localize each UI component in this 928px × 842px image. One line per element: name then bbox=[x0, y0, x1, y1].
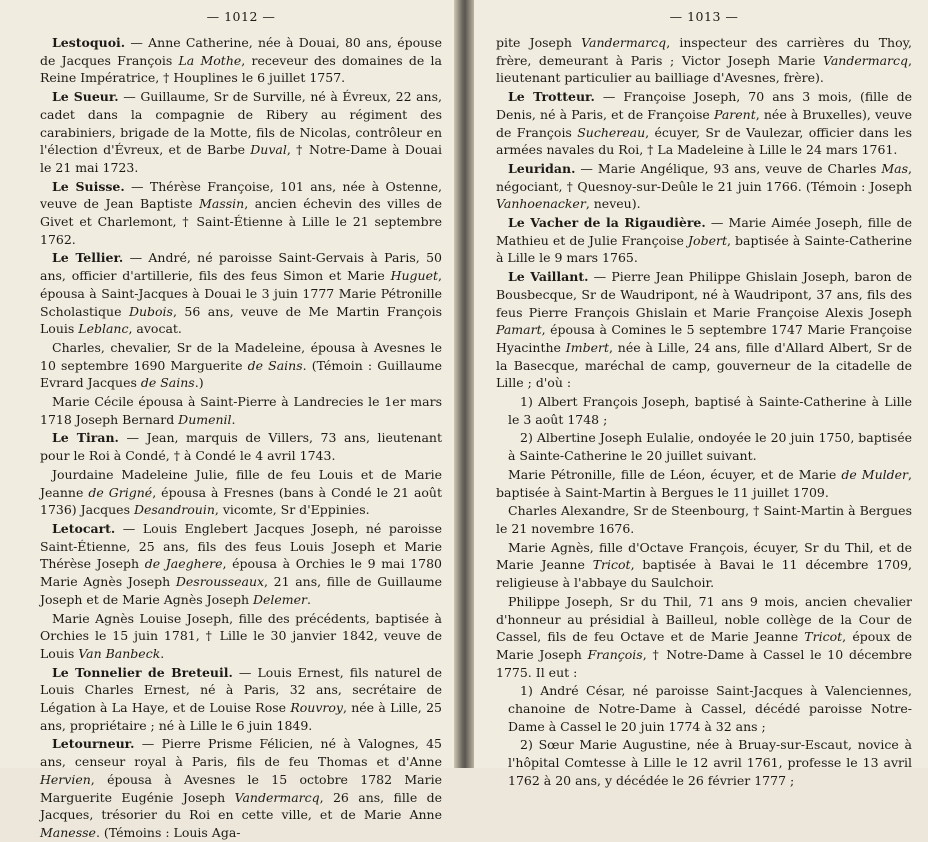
entry-paragraph bbox=[40, 429, 442, 464]
entry-paragraph bbox=[496, 268, 912, 392]
entry-text: , négociant, † Quesnoy-sur-Deûle le 21 juin 1766. (Témoin : Joseph bbox=[496, 160, 912, 194]
entry-surname: Le Tiran. bbox=[52, 430, 119, 446]
text-paragraph bbox=[40, 339, 442, 392]
entry-text: . bbox=[160, 645, 165, 661]
italic-surname: Jobert bbox=[688, 232, 727, 248]
entry-text: pite Joseph bbox=[496, 35, 582, 50]
italic-surname: Suchereau bbox=[577, 124, 646, 140]
entry-text: — Marie Aimée Joseph, fille de Mathieu et de Julie Françoise bbox=[496, 215, 912, 248]
entry-text: Marie Agnès, fille d'Octave François, écuyer, Sr du Thil, et de Marie Jeanne bbox=[496, 539, 912, 573]
entry-text: , épousa à Avesnes le 15 octobre 1782 Marie Marguerite Eugénie Joseph bbox=[40, 771, 442, 805]
entry-text: , neveu). bbox=[585, 196, 641, 212]
entry-text: , 56 ans, veuve de Me Martin François Louis bbox=[40, 303, 442, 337]
entry-text: .) bbox=[194, 375, 204, 391]
entry-text: — Jean, marquis de Villers, 73 ans, lieutenant pour le Roi à Condé, † à Condé le 4 avril 1743. bbox=[40, 430, 442, 464]
text-paragraph bbox=[496, 593, 912, 682]
text-paragraph bbox=[40, 466, 442, 519]
entry-text: . (Témoins : Louis Aga- bbox=[95, 824, 241, 840]
entry-text: , ancien échevin des villes de Givet et Charlemont, † Saint-Étienne à Lille le 21 septembre 1762. bbox=[40, 196, 443, 247]
text-paragraph bbox=[496, 682, 912, 735]
entry-text: . bbox=[231, 411, 236, 427]
entry-text: — Louis Ernest, fils naturel de Louis Charles Ernest, né à Paris, 32 ans, secrétaire de Légation à La Haye, et de Louise Rose bbox=[40, 664, 442, 716]
entry-paragraph bbox=[40, 735, 442, 841]
entry-text: , née à Lille, 24 ans, fille d'Allard Albert, Sr de la Basecque, maréchal de camp, gouverneur de la citadelle de Lille ; d'où : bbox=[496, 339, 912, 391]
entry-text: 2) Albertine Joseph Eulalie, ondoyée le 20 juin 1750, baptisée à Sainte-Catherine le 20 juillet suivant. bbox=[508, 430, 912, 464]
italic-surname: Parent bbox=[713, 106, 756, 122]
text-paragraph bbox=[40, 610, 442, 663]
entry-text: , épousa à Saint-Jacques à Douai le 3 juin 1777 Marie Pétronille Scholastique bbox=[40, 268, 442, 319]
entry-text: 1) Albert François Joseph, baptisé à Sainte-Catherine à Lille le 3 août 1748 ; bbox=[508, 394, 912, 427]
italic-surname: Delemer bbox=[252, 591, 308, 607]
entry-surname: Le Tonnelier de Breteuil. bbox=[52, 664, 233, 680]
italic-surname: de Grigné bbox=[88, 484, 153, 500]
entry-text: 1) André César, né paroisse Saint-Jacques à Valenciennes, chanoine de Notre-Dame à Cassel, décédé paroisse Notre-Dame à Cassel le 20 juin 1774 à 32 ans ; bbox=[508, 683, 912, 734]
italic-surname: Desandrouin bbox=[133, 502, 215, 518]
entry-text: , épousa à Orchies le 9 mai 1780 Marie Agnès Joseph bbox=[40, 556, 442, 590]
entry-text: , avocat. bbox=[128, 321, 182, 337]
entry-text: , receveur des domaines de la Reine Impératrice, † Houplines le 6 juillet 1757. bbox=[40, 52, 442, 86]
entry-text: Marie Cécile épousa à Saint-Pierre à Landrecies le 1er mars 1718 Joseph Bernard bbox=[40, 394, 442, 427]
italic-surname: Vandermarcq bbox=[581, 35, 667, 50]
entry-paragraph bbox=[40, 88, 442, 177]
italic-surname: Vandermarcq bbox=[822, 52, 909, 68]
entry-surname: Le Suisse. bbox=[52, 178, 125, 194]
entry-text: 2) Sœur Marie Augustine, née à Bruay-sur-Escaut, novice à l'hôpital Comtesse à Lille le 12 avril 1761, professe le 13 avril 1762 à 20 ans, y décédée le 26 février 1777 ; bbox=[508, 737, 912, 788]
entry-text: — Anne Catherine, née à Douai, 80 ans, épouse de Jacques François bbox=[40, 35, 442, 68]
entry-text: — Pierre Prisme Félicien, né à Valognes, 45 ans, censeur royal à Paris, fils de feu Thomas et d'Anne bbox=[40, 736, 442, 770]
italic-surname: de Sains bbox=[140, 375, 195, 391]
italic-surname: Hervien bbox=[40, 771, 91, 787]
entry-paragraph bbox=[40, 178, 442, 249]
entry-text: Jourdaine Madeleine Julie, fille de feu Louis et de Marie Jeanne bbox=[40, 466, 442, 500]
entry-surname: Letocart. bbox=[52, 520, 116, 536]
italic-surname: Massin bbox=[199, 196, 245, 212]
italic-surname: Huguet bbox=[390, 268, 439, 284]
entry-paragraph bbox=[40, 34, 442, 87]
left-page-body bbox=[40, 34, 442, 842]
left-page bbox=[0, 0, 454, 840]
entry-surname: Le Trotteur. bbox=[508, 89, 595, 105]
italic-surname: de Sains bbox=[247, 357, 303, 373]
entry-text: , baptisée à Bavai le 11 décembre 1709, religieuse à l'abbaye du Saulchoir. bbox=[496, 557, 913, 591]
entry-text: , née à Lille, 25 ans, propriétaire ; né à Lille le 6 juin 1849. bbox=[40, 700, 442, 733]
text-paragraph bbox=[496, 429, 912, 464]
entry-text: , épousa à Comines le 5 septembre 1747 Marie Françoise Hyacinthe bbox=[496, 322, 912, 355]
italic-surname: de Jaeghere bbox=[144, 556, 223, 572]
entry-text: Philippe Joseph, Sr du Thil, 71 ans 9 mois, ancien chevalier d'honneur au présidial à Bailleul, noble collège de la Cour de Cassel, fils de feu Octave et de Marie Jeanne bbox=[496, 593, 912, 645]
italic-surname: Mas bbox=[881, 160, 909, 176]
entry-text: , époux de Marie Joseph bbox=[496, 629, 912, 662]
entry-text: — Guillaume, Sr de Surville, né à Évreux, 22 ans, cadet dans la compagnie de Ribery au régiment des carabiniers, brigade de la Motte, fils de Nicolas, contrôleur en l'élection d'Évreux, et de Barbe bbox=[40, 89, 442, 158]
entry-paragraph bbox=[40, 249, 442, 338]
italic-surname: Pamart bbox=[496, 322, 542, 338]
entry-text: — Louis Englebert Jacques Joseph, né paroisse Saint-Étienne, 25 ans, fils des feus Louis Joseph et Marie Thérèse Joseph bbox=[40, 520, 442, 572]
entry-text: , écuyer, Sr de Vaulezar, officier dans les armées navales du Roi, † La Madeleine à Lille le 24 mars 1761. bbox=[496, 124, 912, 158]
entry-text: , 26 ans, fille de Jacques, trésorier du Roi en cette ville, et de Marie Anne bbox=[40, 789, 442, 823]
entry-paragraph bbox=[496, 214, 912, 267]
entry-text: , lieutenant particulier au bailliage d'Avesnes, frère). bbox=[496, 52, 912, 86]
italic-surname: Tricot bbox=[592, 557, 631, 573]
italic-surname: Dubois bbox=[128, 303, 173, 319]
italic-surname: de Mulder bbox=[841, 466, 909, 482]
entry-surname: Lestoquoi. bbox=[52, 35, 126, 50]
italic-surname: Vanhoenacker bbox=[496, 196, 586, 212]
italic-surname: Van Banbeck bbox=[78, 645, 161, 661]
right-page bbox=[474, 0, 928, 788]
entry-text: , † Notre-Dame à Cassel le 10 décembre 1775. Il eut : bbox=[496, 646, 912, 680]
italic-surname: Leblanc bbox=[78, 321, 129, 337]
page-number-left: — 1012 — bbox=[206, 9, 276, 24]
entry-text: , † Notre-Dame à Douai le 21 mai 1723. bbox=[40, 142, 442, 175]
entry-paragraph bbox=[496, 160, 912, 213]
text-paragraph bbox=[40, 393, 442, 428]
entry-paragraph bbox=[496, 88, 912, 159]
entry-text: — Pierre Jean Philippe Ghislain Joseph, baron de Bousbecque, Sr de Waudripont, né à Waudripont, 37 ans, fils des feus Pierre François Ghislain et Marie Françoise Alexis Joseph bbox=[496, 269, 912, 320]
italic-surname: La Mothe bbox=[178, 52, 242, 68]
entry-text: — André, né paroisse Saint-Gervais à Paris, 50 ans, officier d'artillerie, fils des feus Simon et Marie bbox=[40, 250, 442, 284]
entry-paragraph bbox=[40, 520, 442, 609]
entry-surname: Letourneur. bbox=[52, 736, 135, 752]
entry-text: — Thérèse Françoise, 101 ans, née à Ostenne, veuve de Jean Baptiste bbox=[40, 178, 442, 212]
entry-text: — Françoise Joseph, 70 ans 3 mois, (fille de Denis, né à Paris, et de Françoise bbox=[496, 89, 912, 122]
text-paragraph bbox=[496, 539, 912, 592]
italic-surname: Dumenil bbox=[178, 411, 232, 427]
entry-text: , baptisée à Sainte-Catherine à Lille le 9 mars 1765. bbox=[496, 232, 912, 266]
entry-text: Marie Agnès Louise Joseph, fille des précédents, baptisée à Orchies le 15 juin 1781, † Lille le 30 janvier 1842, veuve de Louis bbox=[40, 610, 442, 661]
entry-text: Charles, chevalier, Sr de la Madeleine, épousa à Avesnes le 10 septembre 1690 Marguerite bbox=[40, 339, 442, 373]
entry-text: , épousa à Fresnes (bans à Condé le 21 août 1736) Jacques bbox=[40, 484, 443, 518]
entry-surname: Leuridan. bbox=[508, 160, 576, 176]
italic-surname: Vandermarcq bbox=[234, 789, 320, 805]
italic-surname: Manesse bbox=[40, 824, 96, 840]
entry-text: . bbox=[307, 591, 312, 607]
italic-surname: Rouvroy bbox=[290, 700, 343, 716]
entry-surname: Le Vaillant. bbox=[508, 269, 589, 285]
entry-paragraph bbox=[40, 664, 442, 735]
italic-surname: François bbox=[587, 646, 643, 662]
italic-surname: Desrousseaux bbox=[175, 574, 265, 590]
entry-text: , inspecteur des carrières du Thoy, frère, demeurant à Paris ; Victor Joseph Marie bbox=[496, 35, 912, 68]
text-paragraph bbox=[496, 466, 912, 501]
entry-text: . (Témoin : Guillaume Evrard Jacques bbox=[40, 357, 442, 391]
entry-surname: Le Vacher de la Rigaudière. bbox=[508, 215, 706, 231]
italic-surname: Duval bbox=[250, 142, 287, 158]
entry-text: Charles Alexandre, Sr de Steenbourg, † Saint-Martin à Bergues le 21 novembre 1676. bbox=[496, 503, 912, 536]
book-gutter bbox=[454, 0, 474, 768]
entry-text: , 21 ans, fille de Guillaume Joseph et de Marie Agnès Joseph bbox=[40, 574, 442, 607]
page-number-right: — 1013 — bbox=[669, 9, 739, 24]
entry-text: , née à Bruxelles), veuve de François bbox=[496, 106, 913, 140]
italic-surname: Tricot bbox=[804, 629, 843, 645]
text-paragraph bbox=[496, 736, 912, 789]
text-paragraph bbox=[496, 34, 912, 87]
italic-surname: Imbert bbox=[565, 339, 609, 355]
entry-text: , baptisée à Saint-Martin à Bergues le 11 juillet 1709. bbox=[496, 466, 912, 500]
entry-text: — Marie Angélique, 93 ans, veuve de Charles bbox=[575, 160, 882, 176]
text-paragraph bbox=[496, 502, 912, 537]
entry-text: Marie Pétronille, fille de Léon, écuyer, et de Marie bbox=[508, 466, 842, 482]
text-paragraph bbox=[496, 393, 912, 428]
right-page-body bbox=[496, 34, 912, 790]
entry-text: , vicomte, Sr d'Eppinies. bbox=[214, 502, 370, 518]
entry-surname: Le Sueur. bbox=[52, 89, 119, 105]
entry-surname: Le Tellier. bbox=[52, 250, 124, 266]
